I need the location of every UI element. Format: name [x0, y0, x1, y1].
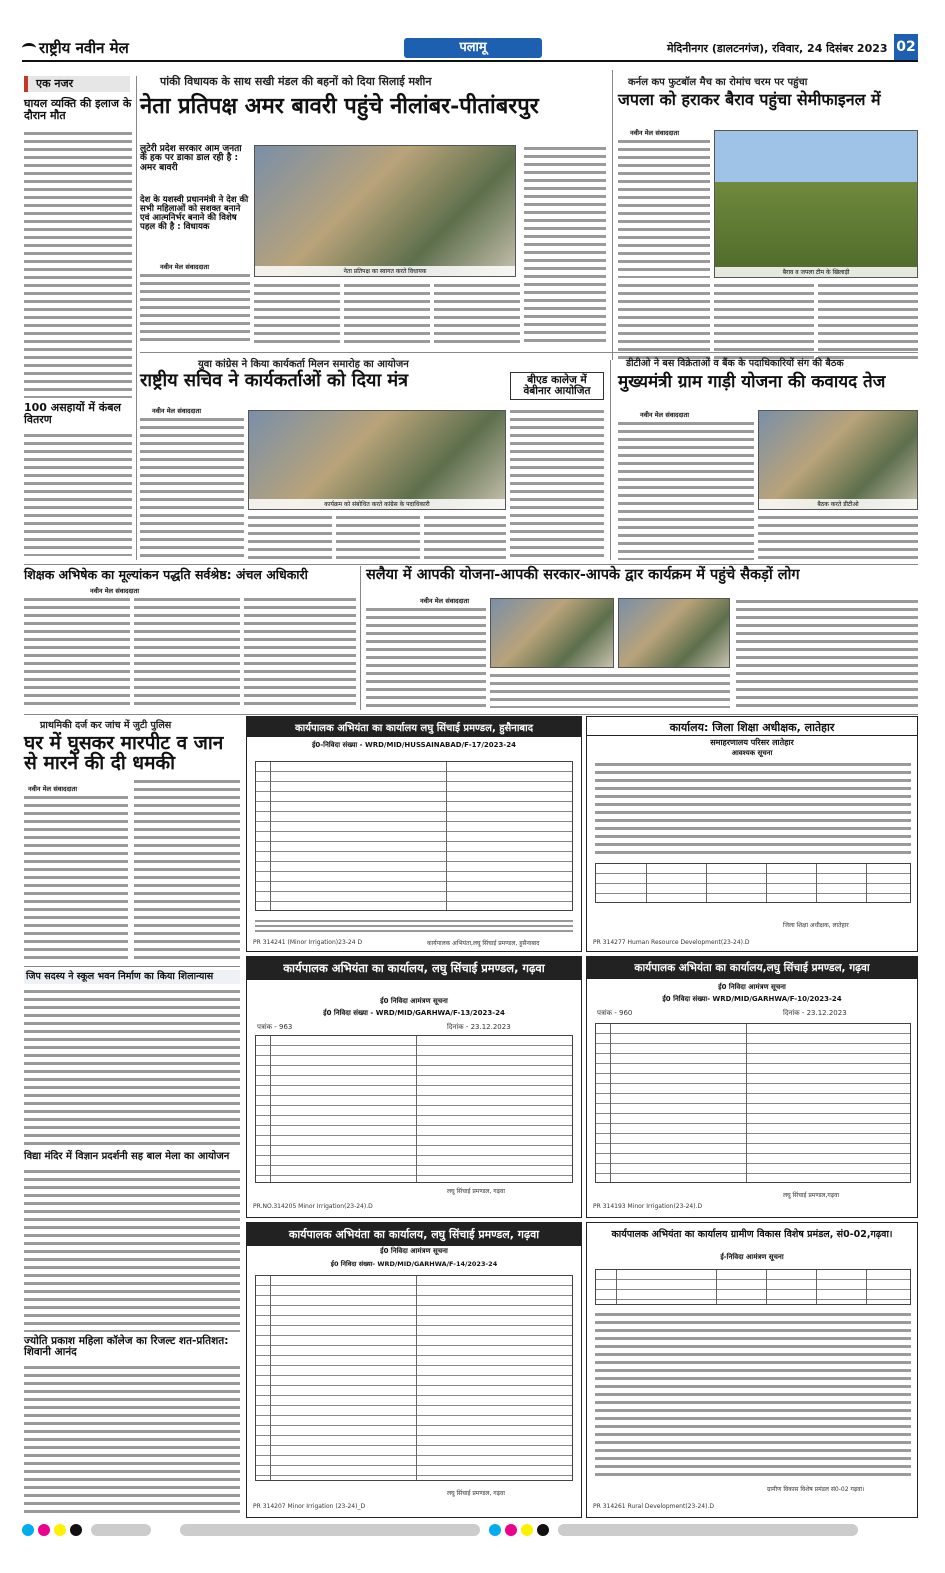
ad4-title: कार्यपालक अभियंता का कार्यालय,लघु सिंचाई प्रमण्डल, गढ़वा [587, 957, 917, 979]
football-byline: नवीन मेल संवाददाता [630, 129, 679, 137]
ad3-notice: ई0 निविदा आमंत्रण सूचना [380, 997, 448, 1005]
ad6-title: कार्यपालक अभियंता का कार्यालय ग्रामीण विकास विशेष प्रमंडल, सं0-02,गढ़वा। [611, 1229, 893, 1240]
left-story-headline: घायल व्यक्ति की इलाज के दौरान मौत [24, 97, 132, 122]
ad4-table [595, 1023, 911, 1183]
section-label: पलामू [404, 38, 542, 58]
ad2-title: कार्यालय: जिला शिक्षा अधीक्षक, लातेहार [587, 717, 917, 736]
school-body-2 [24, 1168, 240, 1332]
lead-headline: नेता प्रतिपक्ष अमर बावरी पहुंचे नीलांबर-पीतांबरपुर [140, 93, 539, 119]
brand [22, 38, 129, 58]
blanket-body [24, 432, 132, 556]
teacher-body-col2 [134, 596, 240, 708]
ad2-footer: PR 314277 Human Resource Development(23-24).D [593, 939, 750, 946]
youth-photo [248, 410, 506, 510]
ad6-table [595, 1269, 911, 1305]
ad2-notice: आवश्यक सूचना [731, 749, 773, 757]
ad6-footer: PR 314261 Rural Development(23-24).D [593, 1503, 714, 1510]
ad1-notice: ई0-निविदा संख्या - WRD/MID/HUSSAINABAD/F-17/2023-24 [311, 741, 517, 749]
blanket-headline: 100 असहायों में कंबल वितरण [24, 401, 121, 426]
lead-body-col2 [254, 282, 340, 346]
ad5-footer: PR 314207 Minor Irrigation (23-24)_D [253, 1503, 366, 1510]
saleya-photo-2 [618, 598, 730, 668]
tender-ad-garhwa-14 [246, 1222, 582, 1518]
youth-headline: राष्ट्रीय सचिव ने कार्यकर्ताओं को दिया मंत्र [140, 370, 409, 391]
lead-kicker: पांकी विधायक के साथ सखी मंडल की बहनों को दिया सिलाई मशीन [160, 75, 432, 88]
youth-body-col2 [248, 514, 332, 560]
football-body-col1 [618, 138, 710, 278]
ad5-table [255, 1275, 573, 1481]
school-headline-2: विद्या मंदिर में विज्ञान प्रदर्शनी सह बाल मेला का आयोजन [24, 1151, 230, 1162]
saleya-photo-1 [490, 598, 614, 668]
ad3-date: दिनांक - 23.12.2023 [447, 1023, 511, 1031]
ad3-patrank: पत्रांक - 963 [257, 1023, 293, 1031]
ad1-title: कार्यपालक अभियंता का कार्यालय लघु सिंचाई प्रमण्डल, हुसैनाबाद [247, 717, 581, 737]
school-headline-3: ज्योति प्रकाश महिला कॉलेज का रिजल्ट शत-प्रतिशत: शिवानी आनंद [24, 1335, 229, 1359]
dto-kicker: डीटीओ ने बस विक्रेताओं व बैंक के पदाधिकारियों संग की बैठक [626, 358, 844, 369]
youth-body-col3 [336, 514, 420, 560]
tender-ad-garhwa-10 [586, 956, 918, 1218]
ad4-footer: PR 314193 Minor Irrigation(23-24).D [593, 1203, 703, 1210]
color-registration-bar [22, 1524, 918, 1536]
youth-photo-caption: कार्यक्रम को संबोधित करते कांग्रेस के पदाधिकारी [249, 499, 505, 509]
ad5-ref: ई0 निविदा संख्या- WRD/MID/GARHWA/F-14/2023-24 [330, 1260, 498, 1268]
youth-kicker: युवा कांग्रेस ने किया कार्यकर्ता मिलन समारोह का आयोजन [198, 359, 409, 370]
bed-headline: बीएड कालेज में वेबीनार आयोजित [510, 372, 604, 400]
ad4-sign: लघु सिंचाई प्रमण्डल,गढ़वा [783, 1192, 840, 1199]
bed-body [510, 408, 604, 560]
ad1-sign: कार्यपालक अभियंता,लघु सिंचाई प्रमण्डल, हुसैनाबाद [427, 940, 540, 947]
ad4-patrank: पत्रांक - 960 [597, 1009, 633, 1017]
crime-body-col2 [134, 778, 240, 962]
youth-body-col1 [140, 416, 244, 560]
ad2-table [595, 863, 911, 903]
saleya-headline: सलैया में आपकी योजना-आपकी सरकार-आपके द्वार कार्यक्रम में पहुंचे सैकड़ों लोग [366, 567, 800, 583]
ad3-ref: ई0 निविदा संख्या - WRD/MID/GARHWA/F-13/2023-24 [323, 1009, 505, 1017]
dto-photo [758, 410, 918, 510]
teacher-body-col3 [244, 596, 356, 708]
dto-byline: नवीन मेल संवाददाता [640, 411, 689, 419]
crime-headline: घर में घुसकर मारपीट व जान से मारने की दी धमकी [24, 732, 224, 774]
ad6-sign: ग्रामीण विकास विशेष प्रमंडल सं0-02 गढ़वा। [767, 1486, 865, 1493]
ad2-subtitle: समाहरणालय परिसर लातेहार [710, 738, 794, 747]
ad4-notice: ई0 निविदा आमंत्रण सूचना [718, 983, 786, 991]
ad5-notice: ई0 निविदा आमंत्रण सूचना [380, 1247, 448, 1255]
saleya-byline: नवीन मेल संवाददाता [420, 597, 469, 605]
ad4-date: दिनांक - 23.12.2023 [783, 1009, 847, 1017]
lead-body-col4 [434, 282, 520, 346]
ad4-ref: ई0 निविदा संख्या- WRD/MID/GARHWA/F-10/2023-24 [662, 995, 842, 1003]
football-body-col4 [818, 282, 918, 360]
dto-body-col1 [618, 420, 754, 560]
page-number: 02 [894, 34, 918, 60]
ad5-sign: लघु सिंचाई प्रमण्डल, गढ़वा [447, 1490, 505, 1497]
crime-body-col1 [24, 794, 128, 962]
football-body-col2 [618, 282, 710, 360]
ad3-sign: लघु सिंचाई प्रमण्डल, गढ़वा [447, 1188, 505, 1195]
school-body-1 [24, 988, 240, 1148]
teacher-headline: शिक्षक अभिषेक का मूल्यांकन पद्धति सर्वश्रेष्ठ: अंचल अधिकारी [24, 567, 308, 582]
crime-kicker: प्राथमिकी दर्ज कर जांच में जुटी पुलिस [40, 720, 172, 731]
ad3-table [255, 1035, 573, 1183]
lead-body-col5 [524, 145, 606, 346]
dto-photo-caption: बैठक करते डीटीओ [759, 499, 917, 509]
crime-byline: नवीन मेल संवाददाता [28, 785, 77, 793]
ad3-footer: PR.NO.314205 Minor Irrigation(23-24).D [253, 1203, 373, 1210]
lead-photo-caption: नेता प्रतिपक्ष का स्वागत करते विधायक [255, 266, 515, 276]
saleya-body-col1 [366, 606, 486, 708]
masthead [22, 36, 918, 62]
football-headline: जपला को हराकर बैराव पहुंचा सेमीफाइनल में [618, 90, 881, 109]
tender-ad-hussainabad [246, 716, 582, 952]
tender-ad-garhwa-13 [246, 956, 582, 1218]
school-body-3 [24, 1364, 240, 1518]
lead-body-col1 [140, 272, 250, 346]
ad1-table [255, 761, 573, 911]
saleya-body-col3 [736, 598, 918, 708]
youth-body-col4 [424, 514, 506, 560]
ad1-footer: PR 314241 (Minor Irrigation)23-24 D [253, 939, 363, 946]
teacher-body-col1 [24, 596, 130, 708]
ad5-title: कार्यपालक अभियंता का कार्यालय, लघु सिंचाई प्रमण्डल, गढ़वा [247, 1223, 581, 1246]
ad6-notice: ई-निविदा आमंत्रण सूचना [720, 1253, 784, 1261]
brand-name: राष्ट्रीय नवीन मेल [39, 39, 129, 57]
lead-pullquote-2: देश के यशस्वी प्रधानमंत्री ने देश की सभी महिलाओं को सशक्त बनाने एवं आत्मनिर्भर बनाने की विशेष पहल की है : विधायक [140, 195, 249, 232]
lead-photo [254, 145, 516, 277]
football-photo [714, 130, 918, 278]
teacher-byline: नवीन मेल संवाददाता [90, 587, 139, 595]
youth-byline: नवीन मेल संवाददाता [152, 407, 201, 415]
football-photo-caption: बैराव व जपला टीम के खिलाड़ी [715, 267, 917, 277]
dto-headline: मुख्यमंत्री ग्राम गाड़ी योजना की कवायद तेज [618, 372, 886, 392]
saleya-body-col2 [490, 672, 730, 708]
tender-ad-rural-dev [586, 1222, 918, 1518]
dateline: मेदिनीनगर (डालटनगंज), रविवार, 24 दिसंबर 2023 [667, 42, 888, 55]
notice-ad-latehar [586, 716, 918, 952]
football-kicker: कर्नल कप फुटबॉल मैच का रोमांच चरम पर पहुंचा [628, 77, 808, 88]
ek-nazar-label: एक नजर [24, 76, 130, 92]
ad3-title: कार्यपालक अभियंता का कार्यालय, लघु सिंचाई प्रमण्डल, गढ़वा [247, 957, 581, 980]
lead-body-col3 [344, 282, 430, 346]
left-story-body [24, 130, 132, 398]
lead-pullquote: लुटेरी प्रदेश सरकार आम जनता के हक पर डाका डाल रही है : अमर बावरी [140, 144, 242, 173]
ad2-sign: जिला शिक्षा अधीक्षक, लातेहार [783, 922, 849, 929]
lead-byline: नवीन मेल संवाददाता [160, 263, 209, 271]
football-body-col3 [714, 282, 814, 360]
bird-logo-icon [22, 43, 36, 53]
school-headline-1: जिप सदस्य ने स्कूल भवन निर्माण का किया शिलान्यास [24, 970, 240, 984]
dto-body-col2 [758, 514, 918, 560]
